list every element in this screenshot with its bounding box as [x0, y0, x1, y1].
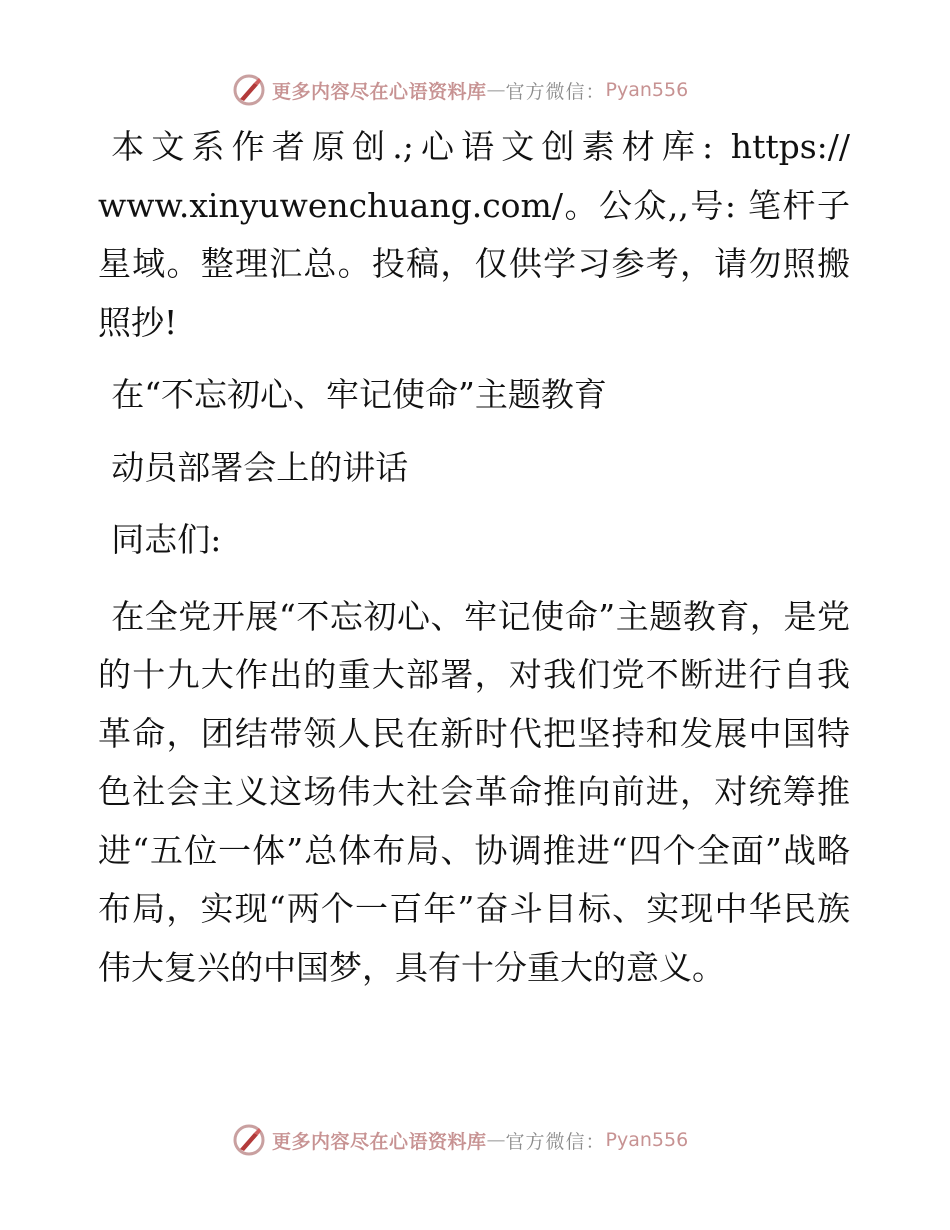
salutation: 同志们:: [111, 520, 222, 559]
title-line-2: 动员部署会上的讲话: [111, 447, 409, 487]
banner-wechat-label: 官方微信：: [505, 80, 606, 103]
document-body: [98, 118, 850, 997]
quill-pen-logo-icon: [232, 1123, 266, 1157]
copyright-notice: 本文系作者原创.;心语文创素材库: https:// www.xinyuwenchuang.com/。公众,,号: 笔杆子星域。整理汇总。投稿，仅供学习参考，请勿照搬照抄!: [98, 127, 850, 342]
footer-banner: [232, 1120, 712, 1160]
title-line-1: 在“不忘初心、牢记使命”主题教育: [111, 375, 607, 414]
quill-pen-logo-icon: [232, 73, 266, 107]
banner-brand: 更多内容尽在心语资料库: [272, 1130, 487, 1153]
banner-wechat-id: Pyan556: [605, 79, 689, 101]
banner-wechat-id: Pyan556: [605, 1129, 689, 1151]
banner-dash: —: [486, 79, 506, 101]
banner-dash: —: [486, 1129, 506, 1151]
body-paragraph: 在全党开展“不忘初心、牢记使命”主题教育，是党的十九大作出的重大部署，对我们党不断进行自我革命，团结带领人民在新时代把坚持和发展中国特色社会主义这场伟大社会革命推向前进，对统筹推进“五位一体”总体布局、协调推进“四个全面”战略布局，实现“两个一百年”奋斗目标、实现中华民族伟大复兴的中国梦，具有十分重大的意义。: [98, 596, 850, 987]
banner-brand: 更多内容尽在心语资料库: [272, 80, 487, 103]
header-banner: [232, 70, 712, 110]
banner-wechat-label: 官方微信：: [505, 1130, 606, 1153]
